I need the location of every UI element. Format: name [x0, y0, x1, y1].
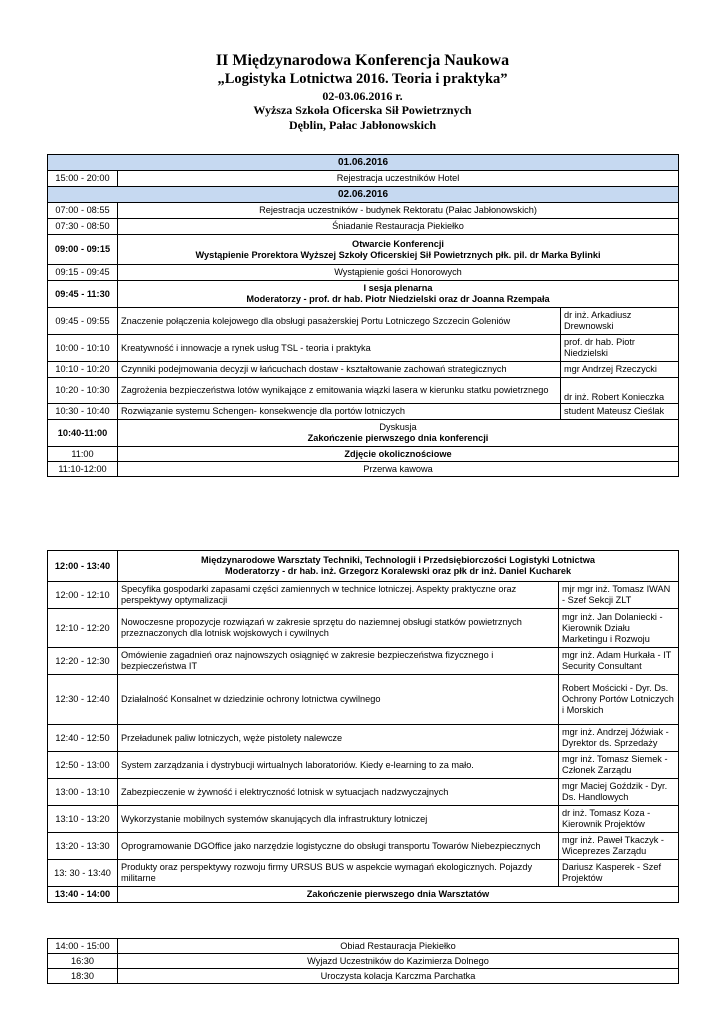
speaker-cell: mgr Maciej Goździk - Dyr. Ds. Handlowych [559, 779, 679, 806]
event-cell: Wystąpienie gości Honorowych [118, 265, 679, 281]
time-cell: 07:00 - 08:55 [48, 203, 118, 219]
table-row [48, 582, 679, 609]
event-line: Zakończenie pierwszego dnia konferencji [307, 433, 489, 443]
time-cell: 10:10 - 10:20 [48, 362, 118, 378]
event-cell: Zdjęcie okolicznościowe [118, 447, 679, 462]
speaker-cell: dr inż. Robert Konieczka [561, 378, 679, 404]
table-row [48, 939, 679, 954]
table-row [48, 335, 679, 362]
topic-cell: Rozwiązanie systemu Schengen- konsekwencje dla portów lotniczych [118, 404, 561, 420]
evening-table [47, 938, 679, 984]
speaker-cell: mgr inż. Andrzej Jóźwiak - Dyrektor ds. Sprzedaży [559, 725, 679, 752]
table-row [48, 887, 679, 903]
time-cell: 12:20 - 12:30 [48, 648, 118, 675]
time-cell: 12:00 - 13:40 [48, 551, 118, 582]
speaker-cell: mjr mgr inż. Tomasz IWAN - Szef Sekcji ZLT [559, 582, 679, 609]
table-row [48, 265, 679, 281]
time-cell: 12:40 - 12:50 [48, 725, 118, 752]
table-row [48, 969, 679, 984]
time-cell: 15:00 - 20:00 [48, 171, 118, 187]
workshop-moderators: Moderatorzy - dr hab. inż. Grzegorz Koralewski oraz płk dr inż. Daniel Kucharek [224, 566, 572, 576]
time-cell: 07:30 - 08:50 [48, 219, 118, 235]
time-cell: 13: 30 - 13:40 [48, 860, 118, 887]
table-row [48, 362, 679, 378]
topic-cell: Nowoczesne propozycje rozwiązań w zakresie sprzętu do naziemnej obsługi statków powietrznych przeznaczonych dla lotnisk wojskowych i cywilnych [118, 609, 559, 648]
table-row [48, 954, 679, 969]
speaker-cell: mgr Andrzej Rzeczycki [561, 362, 679, 378]
topic-cell: System zarządzania i dystrybucji wirtualnych laboratoriów. Kiedy e-learning to za mało. [118, 752, 559, 779]
event-cell: Uroczysta kolacja Karczma Parchatka [118, 969, 679, 984]
workshop-table [47, 550, 679, 903]
speaker-cell: mgr inż. Jan Dolaniecki - Kierownik Działu Marketingu i Rozwoju [559, 609, 679, 648]
table-row [48, 378, 679, 404]
event-line: Dyskusja [379, 422, 417, 432]
session-title: I sesja plenarna [363, 283, 433, 293]
table-row [48, 806, 679, 833]
time-cell: 09:15 - 09:45 [48, 265, 118, 281]
topic-cell: Znaczenie połączenia kolejowego dla obsługi pasażerskiej Portu Lotniczego Szczecin Goleniów [118, 308, 561, 335]
table-row [48, 281, 679, 308]
time-cell: 12:30 - 12:40 [48, 675, 118, 725]
conference-dates: 02-03.06.2016 r. [322, 89, 403, 103]
table-row [48, 171, 679, 187]
topic-cell: Oprogramowanie DGOffice jako narzędzie logistyczne do obsługi transportu Towarów Niebezpiecznych [118, 833, 559, 860]
time-cell: 12:50 - 13:00 [48, 752, 118, 779]
session-cell [118, 281, 679, 308]
table-row [48, 447, 679, 462]
conference-venue: Dęblin, Pałac Jabłonowskich [288, 118, 437, 132]
table-row [48, 833, 679, 860]
speaker-cell: prof. dr hab. Piotr Niedzielski [561, 335, 679, 362]
speaker-cell: Dariusz Kasperek - Szef Projektów [559, 860, 679, 887]
speaker-cell: student Mateusz Cieślak [561, 404, 679, 420]
topic-cell: Produkty oraz perspektywy rozwoju firmy URSUS BUS w aspekcie wymagań ekologicznych. Pojazdy militarne [118, 860, 559, 887]
day-header-row [48, 187, 679, 203]
day-header: 01.06.2016 [48, 155, 679, 171]
workshop-title: Międzynarodowe Warsztaty Techniki, Technologii i Przedsiębiorczości Logistyki Lotnictwa [201, 555, 595, 565]
table-row [48, 609, 679, 648]
time-cell: 16:30 [48, 954, 118, 969]
table-row [48, 860, 679, 887]
topic-cell: Wykorzystanie mobilnych systemów skanujących dla infrastruktury lotniczej [118, 806, 559, 833]
event-cell: Rejestracja uczestników - budynek Rektoratu (Pałac Jabłonowskich) [118, 203, 679, 219]
topic-cell: Przeładunek paliw lotniczych, węże pistolety nalewcze [118, 725, 559, 752]
time-cell: 12:10 - 12:20 [48, 609, 118, 648]
day-header: 02.06.2016 [48, 187, 679, 203]
topic-cell: Działalność Konsalnet w dziedzinie ochrony lotnictwa cywilnego [118, 675, 559, 725]
event-cell: Obiad Restauracja Piekiełko [118, 939, 679, 954]
table-row [48, 420, 679, 447]
time-cell: 13:20 - 13:30 [48, 833, 118, 860]
time-cell: 14:00 - 15:00 [48, 939, 118, 954]
time-cell: 10:30 - 10:40 [48, 404, 118, 420]
topic-cell: Zabezpieczenie w żywność i elektryczność lotnisk w sytuacjach nadzwyczajnych [118, 779, 559, 806]
time-cell: 13:40 - 14:00 [48, 887, 118, 903]
event-cell: Zakończenie pierwszego dnia Warsztatów [118, 887, 679, 903]
time-cell: 13:10 - 13:20 [48, 806, 118, 833]
schedule-table-day1 [47, 154, 679, 477]
table-row [48, 779, 679, 806]
conference-title: II Międzynarodowa Konferencja Naukowa [215, 52, 510, 69]
time-cell: 12:00 - 12:10 [48, 582, 118, 609]
event-line: Otwarcie Konferencji [352, 238, 444, 249]
table-row [48, 752, 679, 779]
topic-cell: Specyfika gospodarki zapasami części zamiennych w technice lotniczej. Aspekty praktyczne oraz perspektywy optymalizacji [118, 582, 559, 609]
speaker-cell: dr inż. Tomasz Koza - Kierownik Projektów [559, 806, 679, 833]
speaker-cell: Robert Mościcki - Dyr. Ds. Ochrony Portów Lotniczych i Morskich [559, 675, 679, 725]
day-header-row [48, 155, 679, 171]
speaker-cell: mgr inż. Adam Hurkała - IT Security Consultant [559, 648, 679, 675]
time-cell: 18:30 [48, 969, 118, 984]
time-cell: 10:20 - 10:30 [48, 378, 118, 404]
time-cell: 09:45 - 11:30 [48, 281, 118, 308]
conference-host: Wyższa Szkoła Oficerska Sił Powietrznych [253, 103, 472, 117]
topic-cell: Czynniki podejmowania decyzji w łańcuchach dostaw - kształtowanie zachowań strategicznych [118, 362, 561, 378]
workshop-title-cell [118, 551, 679, 582]
table-row [48, 219, 679, 235]
event-cell [118, 235, 679, 265]
table-row [48, 308, 679, 335]
event-cell: Wyjazd Uczestników do Kazimierza Dolnego [118, 954, 679, 969]
time-cell: 09:00 - 09:15 [48, 235, 118, 265]
time-cell: 11:00 [48, 447, 118, 462]
table-row [48, 404, 679, 420]
time-cell: 11:10-12:00 [48, 462, 118, 477]
session-moderators: Moderatorzy - prof. dr hab. Piotr Niedzielski oraz dr Joanna Rzempała [246, 294, 550, 304]
time-cell: 10:40-11:00 [48, 420, 118, 447]
conference-subtitle: „Logistyka Lotnictwa 2016. Teoria i praktyka” [217, 71, 508, 87]
speaker-cell: mgr inż. Tomasz Siemek - Członek Zarządu [559, 752, 679, 779]
topic-cell: Omówienie zagadnień oraz najnowszych osiągnięć w zakresie bezpieczeństwa fizycznego i bezpieczeństwa IT [118, 648, 559, 675]
speaker-cell: dr inż. Arkadiusz Drewnowski [561, 308, 679, 335]
time-cell: 10:00 - 10:10 [48, 335, 118, 362]
table-row [48, 462, 679, 477]
table-row [48, 648, 679, 675]
event-cell: Rejestracja uczestników Hotel [118, 171, 679, 187]
table-row [48, 725, 679, 752]
event-cell [118, 420, 679, 447]
speaker-cell: mgr inż. Paweł Tkaczyk - Wiceprezes Zarządu [559, 833, 679, 860]
event-line: Wystąpienie Prorektora Wyższej Szkoły Oficerskiej Sił Powietrznych płk. pil. dr Marka Bylinki [195, 249, 601, 260]
table-row [48, 675, 679, 725]
time-cell: 09:45 - 09:55 [48, 308, 118, 335]
table-row [48, 235, 679, 265]
event-cell: Śniadanie Restauracja Piekiełko [118, 219, 679, 235]
topic-cell: Kreatywność i innowacje a rynek usług TSL - teoria i praktyka [118, 335, 561, 362]
workshop-header-row [48, 551, 679, 582]
topic-cell: Zagrożenia bezpieczeństwa lotów wynikające z emitowania wiązki lasera w kierunku statku powietrznego [118, 378, 561, 404]
time-cell: 13:00 - 13:10 [48, 779, 118, 806]
table-row [48, 203, 679, 219]
event-cell: Przerwa kawowa [118, 462, 679, 477]
